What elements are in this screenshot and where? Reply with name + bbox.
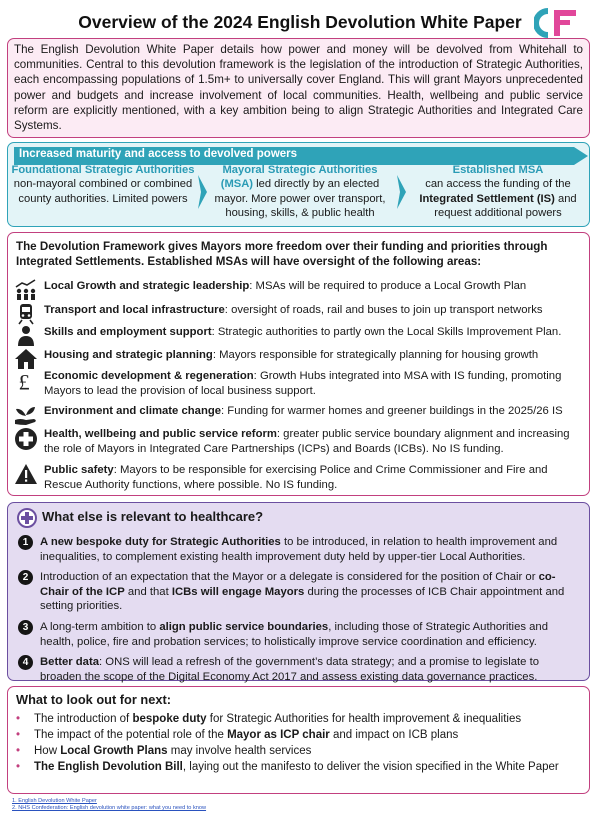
healthcare-item-text: A long-term ambition to [40, 621, 160, 633]
healthcare-item-bold: A new bespoke duty for Strategic Authorities [40, 536, 281, 548]
person-icon [14, 325, 38, 347]
healthcare-item-text: during the processes of ICB Chair appointment and setting priorities. [40, 585, 565, 613]
stage-established-bold: Integrated Settlement (IS) [419, 192, 555, 205]
framework-item-growth [14, 279, 584, 294]
reference-link[interactable]: 2. NHS Confederation: English devolution white paper: what you need to know [12, 805, 207, 812]
item-number-badge: 2 [18, 570, 33, 585]
framework-intro: The Devolution Framework gives Mayors more freedom over their funding and priorities through Integrated Settlements. Established MSAs will have oversight of the following areas: [16, 240, 548, 268]
framework-item-text: : Mayors responsible for strategically planning for housing growth [212, 349, 539, 361]
next-steps-list [16, 711, 581, 775]
stage-foundational-heading: Foundational Strategic Authorities [11, 164, 195, 176]
item-number-badge: 3 [18, 620, 33, 635]
intro-text: The English Devolution White Paper details how power and money will be devolved from Whitehall to communities. Central to this devolution framework is the legislation of the introduction of Strategic Authorities, each encompassing populations of 1.5m+ to universally cover England. This will grant Mayors unprecedented power and budgets and increase involvement of local communities. Health, wellbeing and public service reform are explicitly mentioned, with a key ambition being to align Strategic Authorities and Integrated Care Systems. [14, 43, 583, 133]
list-item [16, 727, 581, 743]
healthcare-item-text: and that [124, 585, 172, 598]
cf-logo-icon [534, 8, 586, 38]
list-item [16, 711, 581, 727]
framework-item-skills [14, 325, 584, 340]
intro-box [7, 38, 590, 138]
framework-item-label: Public safety [44, 464, 114, 476]
list-item-bold: Local Growth Plans [60, 745, 168, 757]
list-item-text: The impact of the potential role of the [34, 729, 228, 741]
framework-item-housing [14, 348, 584, 363]
list-item-text: for Strategic Authorities for health improvement & inequalities [206, 713, 522, 725]
healthcare-item [18, 570, 583, 614]
framework-item-safety [14, 463, 584, 492]
health-cross-icon [14, 427, 38, 451]
chevron-right-icon [198, 175, 207, 209]
stage-foundational [10, 163, 196, 206]
healthcare-item-text: : ONS will lead a refresh of the government’s data strategy; and a promise to legislate to broaden the scope of the Digital Economy Act 2017 and assess existing data governance practices. [40, 656, 539, 683]
healthcare-item [18, 655, 583, 684]
maturity-box [7, 142, 590, 227]
healthcare-item-text: Introduction of an expectation that the Mayor or a delegate is considered for the position of Chair or [40, 571, 539, 583]
framework-item-text: : oversight of roads, rail and buses to join up transport networks [224, 304, 543, 316]
list-item [16, 743, 581, 759]
list-item-bold: Mayor as ICP chair [227, 729, 330, 741]
healthcare-item [18, 620, 583, 649]
framework-item-economic [14, 369, 584, 398]
next-steps-box [7, 686, 590, 794]
logo-text: CF [534, 8, 536, 9]
list-item-text: may involve health services [167, 745, 312, 757]
framework-item-label: Environment and climate change [44, 405, 222, 417]
healthcare-item-text: , including those of Strategic Authorities and health, police, fire and probation services; to holistically improve service coordination and efficiency. [40, 621, 548, 648]
chevron-right-icon [397, 175, 406, 209]
healthcare-item-text: to be introduced, in relation to health improvement and inequalities, to complement existing health improvement duty held by upper-tier Local Authorities. [40, 536, 558, 563]
list-item-text: The introduction of [34, 713, 133, 725]
framework-item-environment [14, 404, 584, 419]
bullet-icon: • [16, 729, 21, 741]
list-item-text: and impact on ICB plans [329, 729, 459, 741]
framework-item-label: Health, wellbeing and public service reform [44, 428, 277, 440]
framework-item-label: Economic development & regeneration [44, 370, 254, 382]
bullet-icon: • [16, 713, 21, 725]
list-item-bold: bespoke duty [132, 713, 207, 725]
warning-icon [14, 463, 38, 485]
bullet-icon: • [16, 761, 21, 773]
health-plus-icon [17, 508, 37, 528]
list-item-text: How [34, 745, 61, 757]
framework-item-transport [14, 303, 584, 318]
list-item [16, 759, 581, 775]
stage-mayoral-heading: Mayoral Strategic Authorities [222, 164, 378, 176]
healthcare-item-bold: align public service boundaries [159, 621, 329, 633]
framework-item-text: : greater public service boundary alignment and increasing the role of Mayors in Integrated Care Partnerships (ICPs) and Boards (ICBs). No IS funding. [44, 428, 570, 455]
list-item-text: , laying out the manifesto to deliver the vision specified in the White Paper [182, 761, 559, 773]
stage-mayoral [208, 163, 392, 221]
stage-established-body1: can access the funding of the [425, 178, 571, 191]
list-item-bold: The English Devolution Bill [34, 761, 183, 773]
house-icon [14, 348, 38, 370]
healthcare-item-bold: co-Chair of the ICP [40, 571, 556, 598]
framework-item-text: : Strategic authorities to partly own the Local Skills Improvement Plan. [211, 326, 562, 338]
framework-item-health [14, 427, 584, 456]
framework-item-text: : Growth Hubs integrated into MSA with IS funding, promoting Mayors to lead the provision of local business support. [44, 370, 562, 397]
stage-foundational-body: non-mayoral combined or combined county authorities. Limited powers [13, 178, 193, 205]
maturity-arrow-label: Increased maturity and access to devolved powers [19, 148, 298, 160]
stage-mayoral-abbr: (MSA) [220, 178, 254, 191]
framework-item-text: : Mayors to be responsible for exercising Police and Crime Commissioner and Fire and Rescue Authority functions, where possible. No IS funding. [44, 464, 548, 491]
framework-box [7, 232, 590, 496]
stage-mayoral-body: led directly by an elected mayor. More power over transport, housing, skills, & public health [214, 178, 386, 220]
healthcare-item-bold: ICBs will engage Mayors [171, 585, 305, 598]
next-steps-title: What to look out for next: [16, 692, 171, 707]
item-number-badge: 1 [18, 535, 33, 550]
people-growth-icon [14, 279, 38, 301]
pound-icon [14, 369, 38, 395]
hand-plant-icon [14, 404, 38, 426]
references [12, 798, 206, 813]
svg-text:£: £ [18, 369, 30, 395]
healthcare-item [18, 535, 583, 564]
healthcare-box [7, 502, 590, 681]
item-number-badge: 4 [18, 655, 33, 670]
framework-item-text: : MSAs will be required to produce a Local Growth Plan [249, 280, 527, 292]
healthcare-item-bold: Better data [40, 656, 100, 668]
framework-item-label: Skills and employment support [44, 326, 212, 338]
reference-link[interactable]: 1. English Devolution White Paper [12, 798, 97, 804]
page-title: Overview of the 2024 English Devolution White Paper [78, 12, 522, 32]
framework-item-label: Housing and strategic planning [44, 349, 213, 361]
stage-established [408, 163, 588, 221]
stage-established-heading: Established MSA [452, 164, 544, 176]
framework-item-label: Local Growth and strategic leadership [44, 280, 250, 292]
healthcare-title: What else is relevant to healthcare? [42, 509, 264, 524]
page-header [0, 6, 600, 40]
stage-established-body2: and request additional powers [434, 192, 577, 220]
bullet-icon: • [16, 745, 21, 757]
train-icon [14, 303, 38, 325]
framework-item-label: Transport and local infrastructure [44, 304, 225, 316]
framework-item-text: : Funding for warmer homes and greener buildings in the 2025/26 IS [221, 405, 563, 417]
